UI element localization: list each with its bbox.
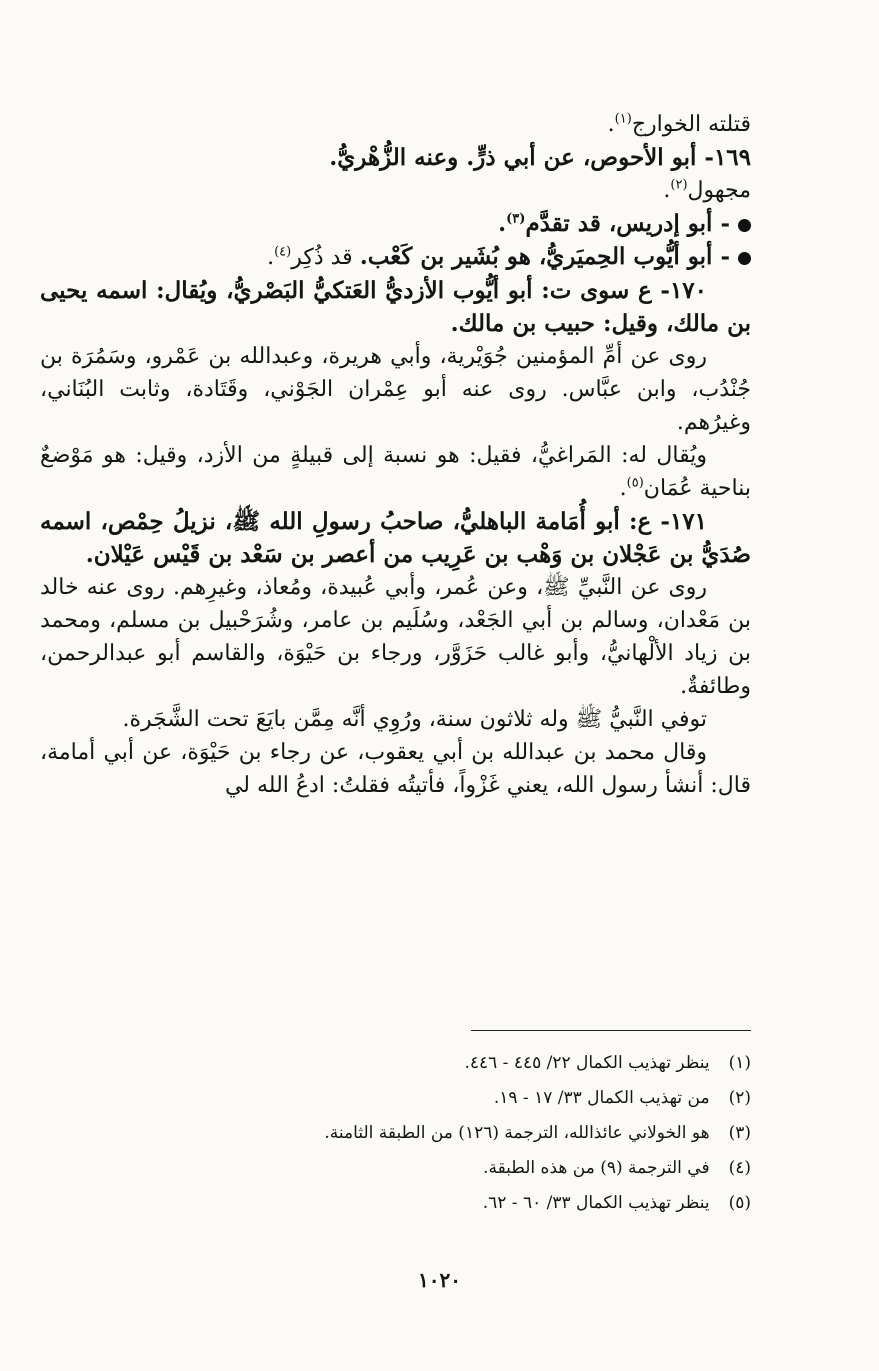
footnote-divider — [471, 1030, 751, 1031]
paragraph-171-hadith: وقال محمد بن عبدالله بن أبي يعقوب، عن رجاء بن حَيْوَة، عن أبي أمامة، قال: أنشأ رسول الله، يعني غَزْواً، فأتيتُه فقلتُ: ادعُ الله لي — [40, 740, 751, 798]
footnote-1: (١) ينظر تهذيب الكمال ٢٢/ ٤٤٥ - ٤٤٦. — [464, 1053, 751, 1073]
entry-170: ١٧٠- ع سوى ت: أبو أيُّوب الأزديُّ العَتكيُّ البَصْريُّ، ويُقال: اسمه يحيى بن مالك، وقيل: حبيب بن مالك. — [40, 277, 751, 337]
line-majhul: مجهول$^{(٢)}$. — [663, 177, 751, 203]
footnote-ref-4: (٤) — [274, 244, 292, 260]
bullet-abu-ayyub-himyari: - أبو أيُّوب الحِميَريُّ، هو بُشَير بن كَعْب. قد ذُكِر$^{(٤)}$. — [40, 240, 751, 274]
page-number: ١٠٢٠ — [418, 1268, 461, 1292]
footnote-ref-5: (٥) — [626, 475, 644, 491]
footnote-3: (٣) هو الخولاني عائذالله، الترجمة (١٢٦) من الطبقة الثامنة. — [324, 1123, 751, 1143]
footnote-4: (٤) في الترجمة (٩) من هذه الطبقة. — [483, 1158, 751, 1178]
bullet-dot-icon — [738, 219, 751, 232]
footnote-2: (٢) من تهذيب الكمال ٣٣/ ١٧ - ١٩. — [493, 1088, 751, 1108]
entry-171: ١٧١- ع: أبو أُمَامة الباهليُّ، صاحبُ رسولِ الله ﷺ، نزيلُ حِمْص، اسمه صُدَيُّ بن عَجْلان بن وَهْب بن عَرِيب من أعصر بن سَعْد بن قَيْس عَيْلان. — [40, 508, 751, 568]
footnote-ref-2: (٢) — [670, 177, 688, 193]
footnote-5: (٥) ينظر تهذيب الكمال ٣٣/ ٦٠ - ٦٢. — [482, 1193, 751, 1213]
main-text — [40, 108, 751, 802]
paragraph-170-narrators: روى عن أمِّ المؤمنين جُوَيْرية، وأبي هريرة، وعبدالله بن عَمْرو، وسَمُرَة بن جُنْدُب، وابن عبَّاس. روى عنه أبو عِمْران الجَوْني، وقَتَادة، وثابت البُنَاني، وغيرُهم. — [40, 344, 751, 435]
bullet-dot-icon — [738, 252, 751, 265]
footnote-ref-3: (٣) — [506, 211, 526, 227]
footnote-ref-1: (١) — [614, 111, 632, 127]
paragraph-171-narrators: روى عن النَّبيِّ ﷺ، وعن عُمر، وأبي عُبيدة، ومُعاذ، وغيرِهم. روى عنه خالد بن مَعْدان، وسالم بن أبي الجَعْد، وسُلَيم بن عامر، وشُرَحْبيل بن مسلم، ومحمد بن زياد الألْهانيُّ، وأبو غالب حَزَوَّر، ورجاء بن حَيْوَة، والقاسم أبو عبدالرحمن، وطائفةٌ. — [40, 575, 751, 699]
line-khawarij: قتلته الخوارج$^{(١)}$. — [607, 111, 751, 137]
bullet-abu-idris: - أبو إدريس، قد تقدَّم$^{(٣)}$. — [40, 207, 751, 240]
entry-169: ١٦٩- أبو الأحوص، عن أبي ذرٍّ. وعنه الزُّهْريُّ. — [329, 144, 751, 171]
paragraph-171-death: توفي النَّبيُّ ﷺ وله ثلاثون سنة، ورُوِي أنَّه مِمَّن بايَعَ تحت الشَّجَرة. — [122, 707, 707, 732]
paragraph-170-maraghi: ويُقال له: المَراغيُّ، فقيل: هو نسبة إلى قبيلةٍ من الأزد، وقيل: هو مَوْضعٌ بناحية عُمَان$^{(٥)}$. — [40, 443, 751, 501]
footnotes — [60, 1046, 751, 1221]
